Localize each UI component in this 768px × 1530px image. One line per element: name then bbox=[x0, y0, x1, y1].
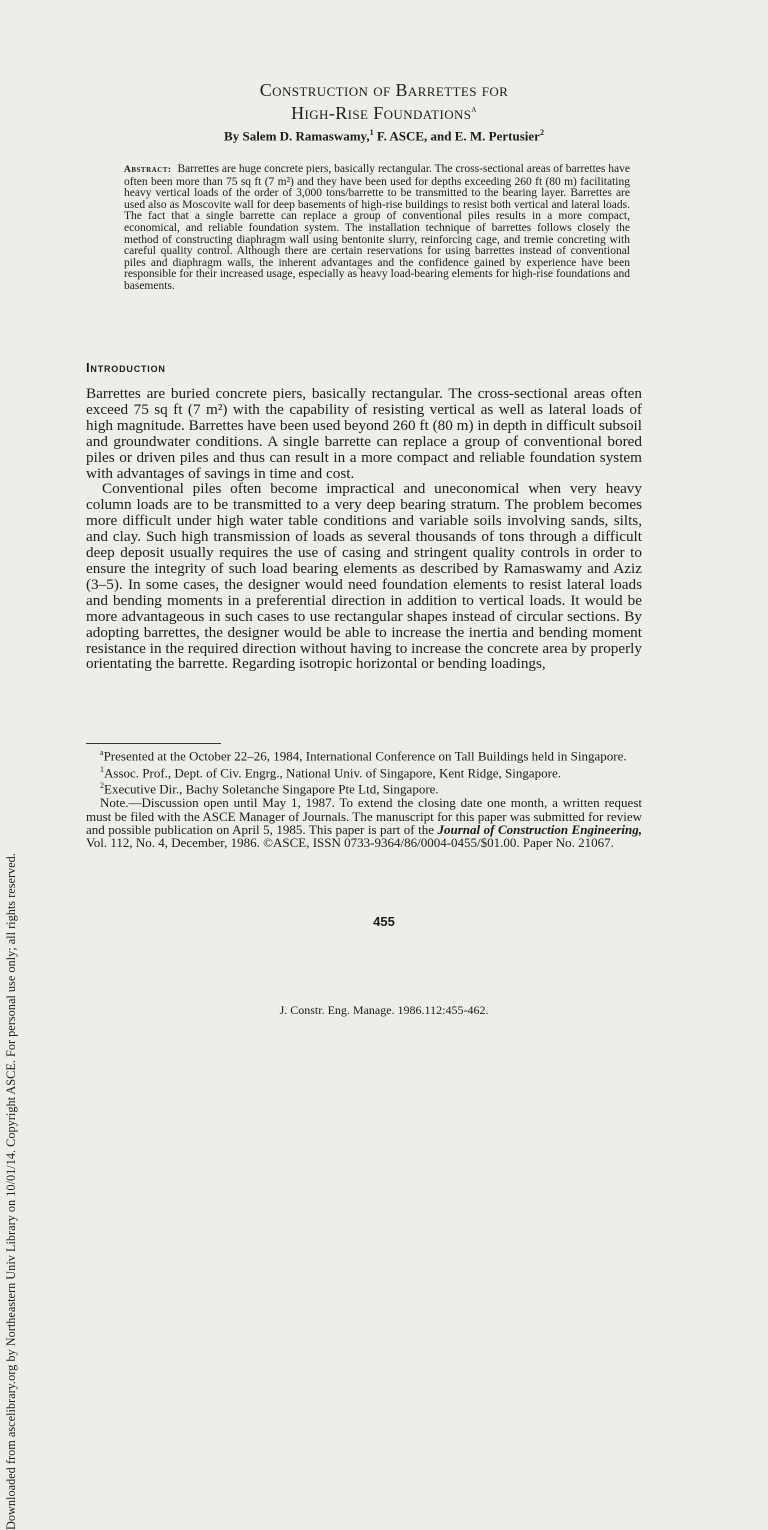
footnote-2-mark: 2 bbox=[100, 781, 104, 791]
discussion-note bbox=[86, 796, 642, 850]
footnote-rule bbox=[86, 743, 221, 744]
footnote-2 bbox=[86, 779, 642, 796]
download-notice-text: Downloaded from ascelibrary.org by Northeastern Univ Library on 10/01/14. Copyright ASCE. For personal use only; all rights reserved. bbox=[4, 853, 18, 1530]
footnote-a-text: Presented at the October 22–26, 1984, International Conference on Tall Buildings held in Singapore. bbox=[103, 748, 627, 764]
author-line bbox=[0, 128, 768, 144]
title-line-1: Construction of Barrettes for bbox=[259, 80, 509, 100]
title-line-2-text: High-Rise Foundations bbox=[291, 103, 472, 123]
journal-name: Journal of Construction Engineering, bbox=[437, 822, 642, 838]
introduction-body bbox=[86, 386, 642, 672]
abstract-text: Barrettes are huge concrete piers, basically rectangular. The cross-sectional areas of barrettes have often been more than 75 sq ft (7 m²) and they have been used for depths exceeding 260 ft (80 m) facilitating heavy vertical loads of the order of 3,000 tons/barrette to be transmitted to the bearing layer. Barrettes are used also as Moscovite wall for deep basements of high-rise buildings to resist both vertical and lateral loads. The fact that a single barrette can replace a group of conventional piles results in a more compact, economical, and reliable foundation system. The installation technique of barrettes follows closely the method of constructing diaphragm wall using bentonite slurry, reinforcing cage, and tremie concreting with careful quality control. Although there are certain reservations for using barrettes instead of conventional piles and diaphragm walls, the inherent advantages and the confidence gained by experience have been responsible for their increased usage, especially as heavy load-bearing elements for high-rise foundations and basements. bbox=[124, 163, 630, 292]
note-text-end: Vol. 112, No. 4, December, 1986. ©ASCE, ISSN 0733-9364/86/0004-0455/$01.00. Paper No. 21067. bbox=[86, 835, 614, 851]
body-paragraph-1: Barrettes are buried concrete piers, basically rectangular. The cross-sectional areas often exceed 75 sq ft (7 m²) with the capability of resisting vertical as well as lateral loads of high magnitude. Barrettes have been used beyond 260 ft (80 m) in depth in difficult subsoil and groundwater conditions. A single barrette can replace a group of conventional bored piles or driven piles and thus can result in a more compact and reliable foundation system with advantages of savings in time and cost. bbox=[86, 385, 642, 482]
footnote-1-mark: 1 bbox=[100, 764, 104, 774]
title-footnote-mark: a bbox=[471, 104, 477, 115]
page-number: 455 bbox=[373, 914, 395, 929]
abstract-label: Abstract: bbox=[124, 165, 172, 175]
body-paragraph-2: Conventional piles often become impractical and uneconomical when very heavy column loads are to be transmitted to a very deep bearing stratum. The problem becomes more difficult under high water table conditions and variable soils involving sands, silts, and clay. Such high transmission of loads as several thousands of tons through a difficult deep deposit usually requires the use of casing and stringent quality controls in order to ensure the integrity of such load bearing elements as described by Ramaswamy and Aziz (3–5). In some cases, the designer would need foundation elements to resist lateral loads and bending moments in a preferential direction in addition to vertical loads. It would be more advantageous in such cases to use rectangular shapes instead of circular sections. By adopting barrettes, the designer would be able to increase the inertia and bending moment resistance in the required direction without having to increase the concrete area by properly orientating the barrette. Regarding isotropic horizontal or bending loadings, bbox=[86, 480, 642, 673]
title-line-2 bbox=[0, 100, 768, 123]
footnote-a bbox=[86, 746, 642, 763]
section-heading-introduction: Introduction bbox=[86, 360, 166, 375]
author-mark-1: 1 bbox=[369, 128, 374, 137]
citation-footer: J. Constr. Eng. Manage. 1986.112:455-462. bbox=[279, 1003, 489, 1017]
footnote-2-text: Executive Dir., Bachy Soletanche Singapore Pte Ltd, Singapore. bbox=[104, 781, 439, 797]
footnote-1-text: Assoc. Prof., Dept. of Civ. Engrg., National Univ. of Singapore, Kent Ridge, Singapore. bbox=[104, 765, 561, 781]
paper-title bbox=[0, 80, 768, 123]
download-notice bbox=[4, 164, 18, 1530]
author-mark-2: 2 bbox=[539, 128, 544, 137]
author-middle: F. ASCE, and E. M. Pertusier bbox=[373, 128, 540, 144]
abstract bbox=[124, 164, 630, 293]
footnotes bbox=[86, 746, 642, 850]
footnote-1 bbox=[86, 763, 642, 780]
footnote-a-mark: a bbox=[100, 748, 104, 757]
note-text-start: Note.—Discussion open until May 1, 1987. To extend the closing date one month, a written request must be filed with the ASCE Manager of Journals. The manuscript for this paper was submitted for review and possible publication on April 5, 1985. This paper is part of the bbox=[86, 795, 642, 838]
author-prefix: By Salem D. Ramaswamy, bbox=[224, 128, 370, 144]
